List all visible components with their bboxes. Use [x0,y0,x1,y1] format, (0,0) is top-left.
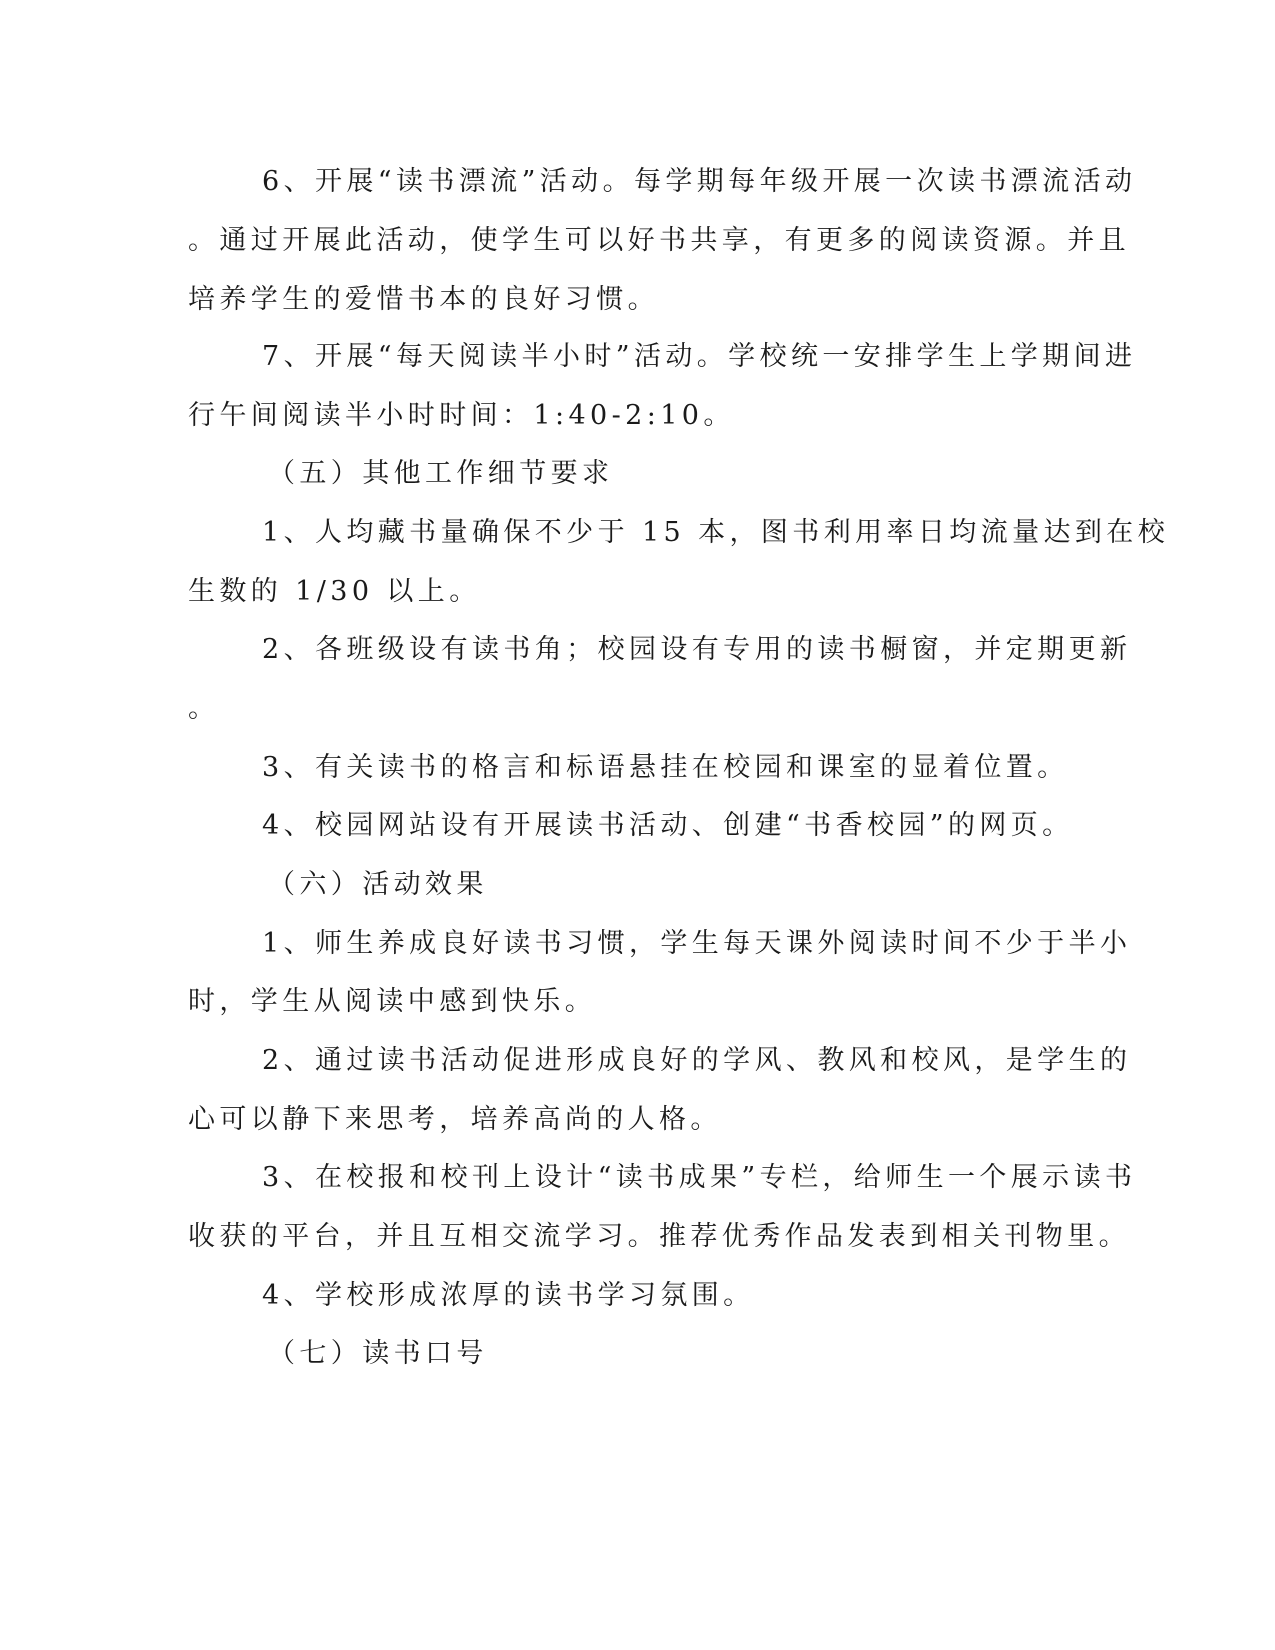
paragraph-line: 2、通过读书活动促进形成良好的学风、教风和校风，是学生的 [262,1045,1132,1076]
paragraph-line: 7、开展“每天阅读半小时”活动。学校统一安排学生上学期间进 [262,341,1137,372]
paragraph-line: 时，学生从阅读中感到快乐。 [188,986,597,1017]
paragraph-line: 。 [188,693,220,724]
section-heading: （五）其他工作细节要求 [268,458,614,489]
paragraph-line: 3、在校报和校刊上设计“读书成果”专栏，给师生一个展示读书 [262,1162,1137,1193]
paragraph-line: 4、校园网站设有开展读书活动、创建“书香校园”的网页。 [262,810,1074,841]
section-heading: （七）读书口号 [268,1338,488,1369]
paragraph-line: 3、有关读书的格言和标语悬挂在校园和课室的显着位置。 [262,752,1069,783]
paragraph-line: 收获的平台，并且互相交流学习。推荐优秀作品发表到相关刊物里。 [188,1221,1130,1252]
paragraph-line: 1、人均藏书量确保不少于 15 本，图书利用率日均流量达到在校 [262,517,1170,548]
paragraph-line: 2、各班级设有读书角；校园设有专用的读书橱窗，并定期更新 [262,634,1132,665]
paragraph-line: 培养学生的爱惜书本的良好习惯。 [188,284,659,315]
paragraph-line: 4、学校形成浓厚的读书学习氛围。 [262,1280,755,1311]
paragraph-line: 6、开展“读书漂流”活动。每学期每年级开展一次读书漂流活动 [262,166,1137,197]
paragraph-line: 1、师生养成良好读书习惯，学生每天课外阅读时间不少于半小 [262,928,1132,959]
paragraph-line: 。通过开展此活动，使学生可以好书共享，有更多的阅读资源。并且 [188,225,1130,256]
section-heading: （六）活动效果 [268,869,488,900]
paragraph-line: 心可以静下来思考，培养高尚的人格。 [188,1104,722,1135]
paragraph-line: 生数的 1/30 以上。 [188,576,481,607]
paragraph-line: 行午间阅读半小时时间：1:40-2:10。 [188,400,735,431]
